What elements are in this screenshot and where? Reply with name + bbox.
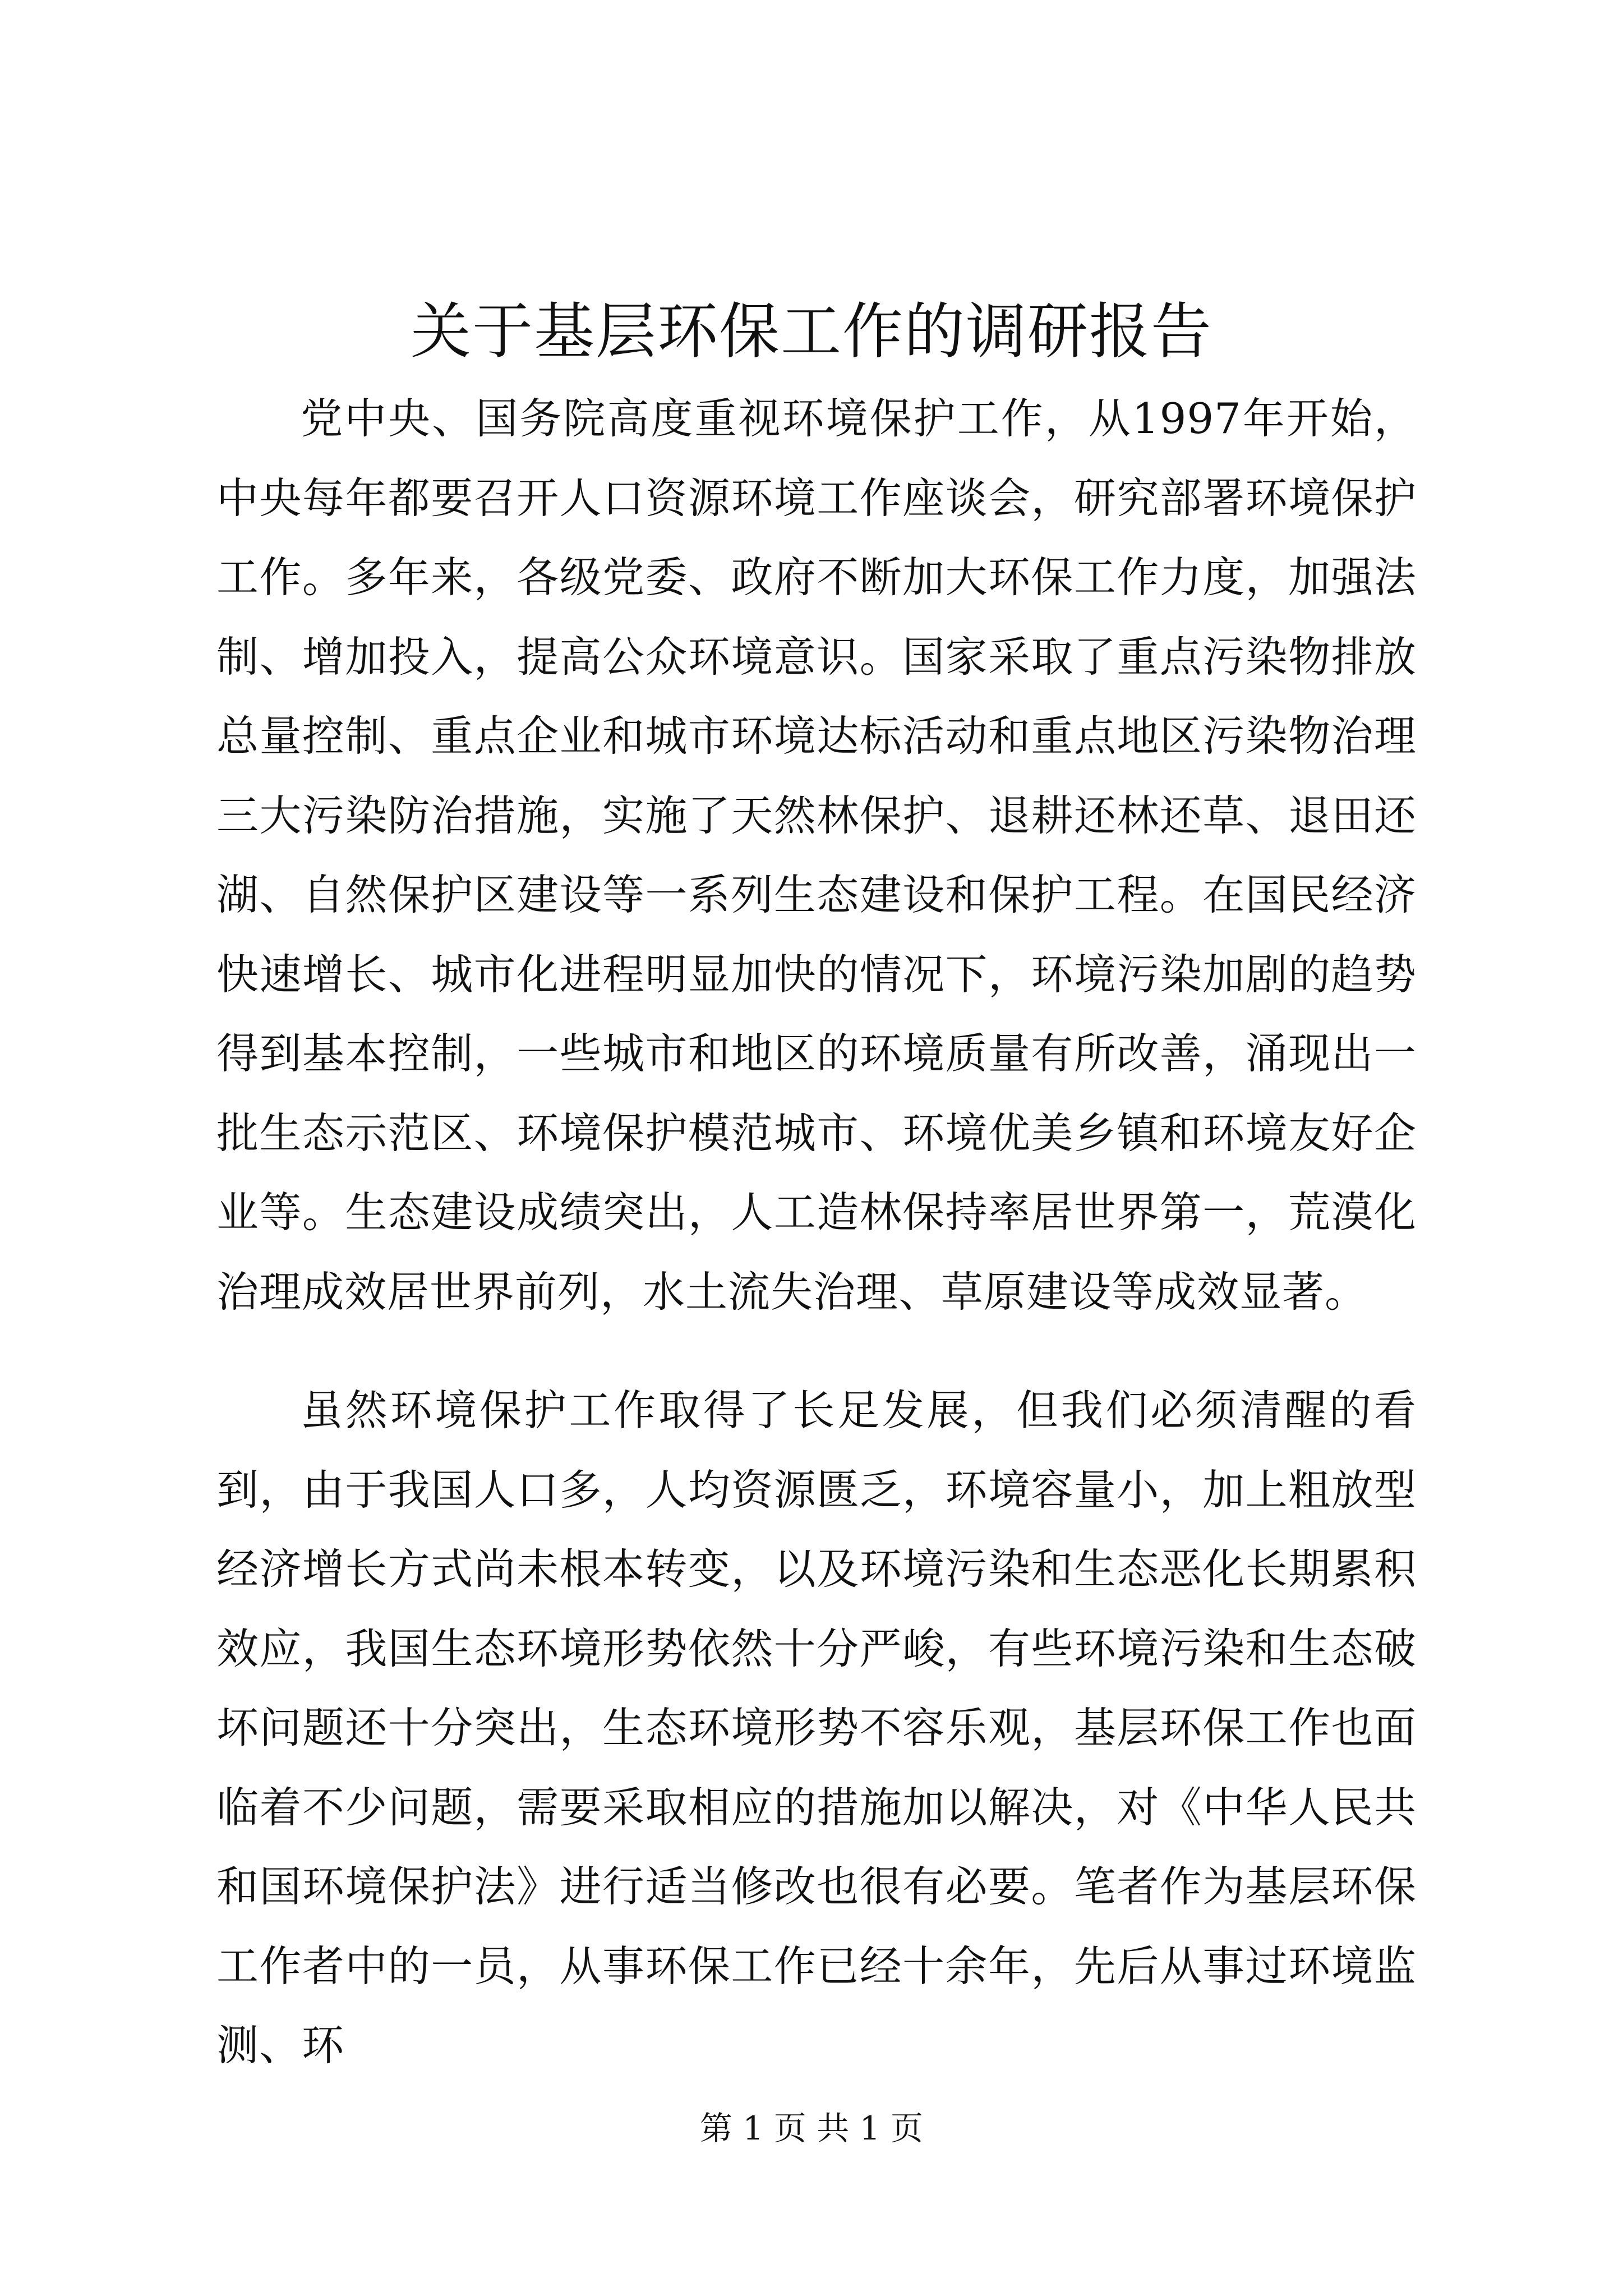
document-title: 关于基层环保工作的调研报告 (410, 297, 1212, 367)
paragraph-1: 党中央、国务院高度重视环境保护工作，从1997年开始，中央每年都要召开人口资源环境工作座谈会，研究部署环境保护工作。多年来，各级党委、政府不断加大环保工作力度，加强法制、增加投入，提高公众环境意识。国家采取了重点污染物排放总量控制、重点企业和城市环境达标活动和重点地区污染物治理三大污染防治措施，实施了天然林保护、退耕还林还草、退田还湖、自然保护区建设等一系列生态建设和保护工程。在国民经济快速增长、城市化进程明显加快的情况下，环境污染加剧的趋势得到基本控制，一些城市和地区的环境质量有所改善，涌现出一批生态示范区、环境保护模范城市、环境优美乡镇和环境友好企业等。生态建设成绩突出，人工造林保持率居世界第一，荒漠化治理成效居世界前列，水土流失治理、草原建设等成效显著。 (216, 394, 1417, 1317)
paragraph-2: 虽然环境保护工作取得了长足发展，但我们必须清醒的看到，由于我国人口多，人均资源匮乏，环境容量小，加上粗放型经济增长方式尚未根本转变，以及环境污染和生态恶化长期累积效应，我国生态环境形势依然十分严峻，有些环境污染和生态破坏问题还十分突出，生态环境形势不容乐观，基层环保工作也面临着不少问题，需要采取相应的措施加以解决，对《中华人民共和国环境保护法》进行适当修改也很有必要。笔者作为基层环保工作者中的一员，从事环保工作已经十余年，先后从事过环境监测、环 (216, 1386, 1417, 2070)
page-footer: 第 1 页 共 1 页 (700, 2109, 923, 2147)
